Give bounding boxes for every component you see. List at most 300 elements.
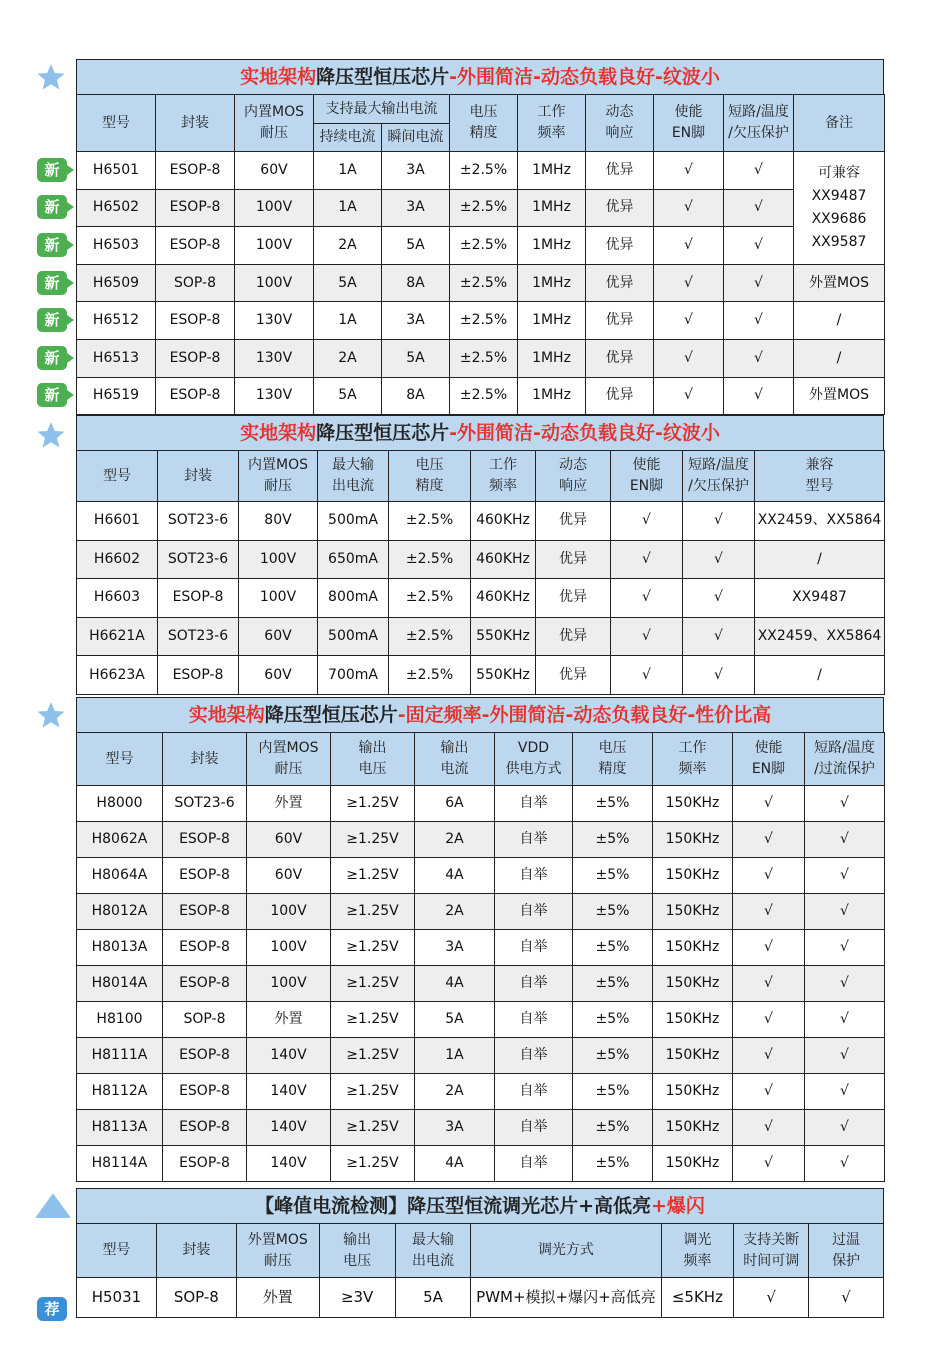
table-cell: √ [733,1002,805,1038]
star-icon [36,420,66,450]
note-cell: 外置MOS [794,377,885,415]
table-cell: 100V [235,189,314,227]
header-output-voltage: 输出 电压 [331,733,415,786]
table-cell: ≥1.25V [331,786,415,822]
table-cell: H8000 [77,786,163,822]
header-mos: 内置MOS 耐压 [247,733,331,786]
table-cell: 60V [247,858,331,894]
table-cell: 100V [235,264,314,302]
table-cell: 150KHz [653,822,733,858]
table-cell: √ [805,786,885,822]
table-cell: 150KHz [653,1146,733,1182]
table-cell: ±2.5% [389,656,471,695]
table-cell: 优异 [586,189,654,227]
header-max-output: 最大输 出电流 [395,1224,471,1278]
table-cell: √ [733,1074,805,1110]
table-cell: 80V [239,502,318,541]
new-badge: 新 [37,195,67,219]
table-cell: H6621A [77,617,158,656]
header-over-temp: 过温 保护 [809,1224,884,1278]
table-cell: 自举 [495,786,573,822]
header-dimming-mode: 调光方式 [471,1224,661,1278]
table-row [77,264,885,302]
table-row [77,822,885,858]
table-cell: 自举 [495,1074,573,1110]
table-cell: ESOP-8 [156,189,235,227]
table-cell: H6512 [77,302,156,340]
header-enable: 使能 EN脚 [611,451,683,502]
section-3-title: 实地架构降压型恒压芯片-固定频率-外围简洁-动态负载良好-性价比高 [76,697,884,733]
table-cell: SOP-8 [163,1002,247,1038]
table-cell: 100V [239,579,318,618]
table-cell: 1MHz [518,339,586,377]
table-cell: 100V [247,930,331,966]
table-cell: ±2.5% [450,339,518,377]
table-cell: 1MHz [518,227,586,265]
table-row [77,894,885,930]
table-cell: √ [733,1038,805,1074]
table-cell: H6502 [77,189,156,227]
header-max-output: 最大输 出电流 [318,451,389,502]
table-cell: √ [654,377,724,415]
table-cell: √ [724,189,794,227]
new-badge: 新 [37,158,67,182]
table-cell: ≥1.25V [331,1110,415,1146]
table-cell: √ [805,1002,885,1038]
table-cell: 800mA [318,579,389,618]
table-cell: 150KHz [653,1110,733,1146]
table-cell: 优异 [586,377,654,415]
note-cell: / [794,302,885,340]
table-cell: 3A [382,152,450,190]
table-cell: H8114A [77,1146,163,1182]
table-cell: 550KHz [471,656,536,695]
header-package: 封装 [158,451,239,502]
table-cell: ESOP-8 [163,1110,247,1146]
section-2-body [77,502,885,695]
header-mos: 外置MOS 耐压 [236,1224,319,1278]
header-model: 型号 [77,733,163,786]
table-cell: H6503 [77,227,156,265]
table-row [77,617,885,656]
table-cell: √ [809,1278,884,1318]
header-package: 封装 [156,95,235,152]
table-cell: 5A [382,227,450,265]
table-cell: √ [724,377,794,415]
table-cell: 自举 [495,1002,573,1038]
table-cell: √ [611,502,683,541]
table-cell: ±5% [573,930,653,966]
table-row [77,966,885,1002]
table-cell: 优异 [536,579,611,618]
table-row [77,656,885,695]
table-cell: SOT23-6 [158,502,239,541]
table-cell: 2A [314,339,382,377]
table-cell: H6603 [77,579,158,618]
table-cell: √ [724,152,794,190]
table-cell: PWM+模拟+爆闪+高低亮 [471,1278,661,1318]
table-cell: √ [683,579,755,618]
table-cell: √ [724,339,794,377]
header-protection: 短路/温度 /欠压保护 [724,95,794,152]
table-cell: 1MHz [518,264,586,302]
table-cell: SOT23-6 [158,617,239,656]
table-cell: 500mA [318,502,389,541]
table-cell: 100V [247,966,331,1002]
table-cell: H8064A [77,858,163,894]
table-cell: ±5% [573,1038,653,1074]
section-4-title: 【峰值电流检测】降压型恒流调光芯片+高低亮+爆闪 [76,1188,884,1224]
table-cell: 优异 [536,502,611,541]
table-cell: ≥1.25V [331,1002,415,1038]
table-cell: 140V [247,1110,331,1146]
header-mos: 内置MOS 耐压 [239,451,318,502]
table-cell: 1MHz [518,302,586,340]
table-cell: 6A [415,786,495,822]
table-cell: 优异 [586,264,654,302]
table-cell: √ [611,579,683,618]
table-row [77,786,885,822]
section-4-table [76,1223,884,1318]
table-cell: √ [733,822,805,858]
table-cell: 外置 [236,1278,319,1318]
table-cell: 3A [415,930,495,966]
table-cell: ±2.5% [389,617,471,656]
table-cell: ≥3V [319,1278,395,1318]
table-cell: 460KHz [471,540,536,579]
table-cell: 150KHz [653,894,733,930]
table-cell: ≥1.25V [331,894,415,930]
table-cell: √ [805,1110,885,1146]
table-cell: √ [683,502,755,541]
table-cell: 3A [382,189,450,227]
note-cell: 可兼容 XX9487 XX9686 XX9587 [794,152,885,265]
table-cell: √ [724,264,794,302]
table-cell: ±5% [573,822,653,858]
table-cell: 100V [239,540,318,579]
table-cell: √ [805,930,885,966]
table-cell: √ [683,540,755,579]
table-cell: 自举 [495,858,573,894]
table-cell: 1A [314,302,382,340]
table-cell: 150KHz [653,966,733,1002]
header-output-current: 输出 电流 [415,733,495,786]
note-cell: / [794,339,885,377]
header-output-voltage: 输出 电压 [319,1224,395,1278]
table-cell: 8A [382,264,450,302]
table-cell: √ [805,966,885,1002]
table-cell: √ [654,264,724,302]
table-cell: 1A [314,152,382,190]
table-cell: 100V [235,227,314,265]
table-cell: 1MHz [518,152,586,190]
table-cell: H8013A [77,930,163,966]
table-cell: 60V [239,617,318,656]
new-badge: 新 [37,271,67,295]
table-cell: ≥1.25V [331,1038,415,1074]
header-max-output: 支持最大输出电流 [314,95,450,124]
table-cell: SOT23-6 [163,786,247,822]
table-cell: 2A [415,1074,495,1110]
table-cell: ESOP-8 [156,302,235,340]
table-cell: 550KHz [471,617,536,656]
table-cell: √ [654,339,724,377]
note-cell: 外置MOS [794,264,885,302]
table-cell: SOP-8 [156,264,235,302]
table-cell: √ [724,227,794,265]
table-cell: √ [805,1074,885,1110]
table-cell: ±2.5% [450,189,518,227]
table-cell: ±5% [573,786,653,822]
table-cell: √ [733,786,805,822]
table-cell: √ [734,1278,809,1318]
header-model: 型号 [77,95,156,152]
header-model: 型号 [77,1224,157,1278]
new-badge: 新 [37,346,67,370]
table-cell: √ [733,858,805,894]
table-row [77,930,885,966]
header-vdd: VDD 供电方式 [495,733,573,786]
table-cell: 3A [382,302,450,340]
table-cell: H8100 [77,1002,163,1038]
table-cell: XX2459、XX5864 [755,617,885,656]
header-response: 动态 响应 [586,95,654,152]
table-cell: ≥1.25V [331,1074,415,1110]
table-cell: ≤5KHz [661,1278,734,1318]
table-cell: √ [724,302,794,340]
header-off-time: 支持关断 时间可调 [734,1224,809,1278]
header-package: 封装 [156,1224,236,1278]
table-cell: √ [654,189,724,227]
table-cell: ESOP-8 [156,377,235,415]
table-cell: 5A [395,1278,471,1318]
table-cell: 优异 [586,227,654,265]
table-row [77,502,885,541]
table-cell: ±5% [573,966,653,1002]
header-frequency: 工作 频率 [653,733,733,786]
table-cell: 优异 [586,152,654,190]
table-cell: 4A [415,1146,495,1182]
table-cell: / [755,656,885,695]
table-cell: ±5% [573,858,653,894]
table-cell: 5A [314,377,382,415]
table-row [77,1038,885,1074]
star-icon [36,700,66,730]
table-cell: 150KHz [653,786,733,822]
table-cell: 130V [235,377,314,415]
star-icon [36,62,66,92]
table-cell: H8112A [77,1074,163,1110]
header-enable: 使能 EN脚 [654,95,724,152]
table-cell: 60V [235,152,314,190]
table-cell: H6602 [77,540,158,579]
table-cell: H8062A [77,822,163,858]
table-cell: ≥1.25V [331,858,415,894]
header-protection: 短路/温度 /过流保护 [805,733,885,786]
table-cell: √ [611,617,683,656]
table-row [77,858,885,894]
table-cell: ±5% [573,1074,653,1110]
table-cell: √ [654,302,724,340]
table-cell: XX9487 [755,579,885,618]
header-continuous: 持续电流 [314,124,382,152]
table-cell: √ [805,894,885,930]
table-cell: 130V [235,302,314,340]
table-cell: ESOP-8 [163,930,247,966]
table-cell: ≥1.25V [331,822,415,858]
header-package: 封装 [163,733,247,786]
table-cell: ±2.5% [450,227,518,265]
table-cell: 500mA [318,617,389,656]
table-cell: ±2.5% [450,264,518,302]
table-cell: H6601 [77,502,158,541]
table-cell: H8113A [77,1110,163,1146]
table-cell: ≥1.25V [331,966,415,1002]
table-cell: √ [654,227,724,265]
table-cell: ±5% [573,1110,653,1146]
table-cell: 150KHz [653,1038,733,1074]
table-cell: √ [733,930,805,966]
table-cell: H5031 [77,1278,157,1318]
table-cell: 700mA [318,656,389,695]
table-cell: ESOP-8 [163,966,247,1002]
table-cell: 150KHz [653,1074,733,1110]
table-cell: H6509 [77,264,156,302]
table-row [77,540,885,579]
table-cell: 140V [247,1146,331,1182]
section-2-title: 实地架构降压型恒压芯片-外围简洁-动态负载良好-纹波小 [76,415,884,451]
table-cell: H6519 [77,377,156,415]
table-cell: 1MHz [518,377,586,415]
table-cell: ESOP-8 [163,822,247,858]
header-voltage-precision: 电压 精度 [450,95,518,152]
table-cell: ESOP-8 [163,894,247,930]
table-row [77,227,885,265]
section-1-table [76,94,885,415]
table-row [77,302,885,340]
section-2-table [76,450,885,695]
table-cell: 自举 [495,1146,573,1182]
table-cell: ESOP-8 [163,1074,247,1110]
table-cell: 自举 [495,966,573,1002]
table-cell: ESOP-8 [156,152,235,190]
table-cell: 150KHz [653,1002,733,1038]
table-cell: H8014A [77,966,163,1002]
table-row [77,377,885,415]
table-cell: 4A [415,858,495,894]
table-cell: 自举 [495,930,573,966]
table-cell: 自举 [495,894,573,930]
table-cell: 140V [247,1038,331,1074]
header-frequency: 工作 频率 [518,95,586,152]
section-3-body [77,786,885,1182]
table-cell: ESOP-8 [163,1146,247,1182]
table-cell: 460KHz [471,502,536,541]
table-cell: 5A [415,1002,495,1038]
section-3-table [76,732,885,1182]
table-cell: ESOP-8 [163,858,247,894]
table-cell: ±5% [573,1146,653,1182]
header-voltage-precision: 电压 精度 [389,451,471,502]
table-cell: SOP-8 [156,1278,236,1318]
header-dimming-frequency: 调光 频率 [661,1224,734,1278]
table-cell: √ [805,822,885,858]
table-cell: √ [733,966,805,1002]
table-cell: √ [611,540,683,579]
table-cell: √ [805,1146,885,1182]
header-frequency: 工作 频率 [471,451,536,502]
table-row [77,339,885,377]
table-cell: 130V [235,339,314,377]
table-cell: 优异 [586,339,654,377]
table-cell: √ [805,858,885,894]
table-cell: 优异 [536,617,611,656]
header-instant: 瞬间电流 [382,124,450,152]
table-row [77,189,885,227]
header-mos: 内置MOS 耐压 [235,95,314,152]
table-cell: 8A [382,377,450,415]
table-cell: √ [683,617,755,656]
table-cell: √ [733,1110,805,1146]
header-compatible: 兼容 型号 [755,451,885,502]
table-cell: ESOP-8 [158,579,239,618]
table-cell: 5A [314,264,382,302]
table-cell: SOT23-6 [158,540,239,579]
table-row [77,1278,884,1318]
table-cell: √ [683,656,755,695]
table-cell: ±2.5% [450,302,518,340]
table-cell: 460KHz [471,579,536,618]
table-cell: / [755,540,885,579]
table-row [77,1002,885,1038]
table-cell: ±2.5% [450,152,518,190]
table-cell: √ [611,656,683,695]
table-cell: 自举 [495,1038,573,1074]
table-cell: ±5% [573,894,653,930]
table-cell: ±2.5% [389,540,471,579]
table-cell: 1MHz [518,189,586,227]
header-voltage-precision: 电压 精度 [573,733,653,786]
table-cell: H6623A [77,656,158,695]
table-cell: √ [733,894,805,930]
table-cell: H8012A [77,894,163,930]
table-cell: 2A [314,227,382,265]
table-row [77,152,885,190]
new-badge: 新 [37,383,67,407]
table-cell: H6513 [77,339,156,377]
table-cell: 2A [415,822,495,858]
table-cell: 4A [415,966,495,1002]
table-cell: 650mA [318,540,389,579]
triangle-icon [36,1194,70,1218]
table-cell: ESOP-8 [163,1038,247,1074]
table-cell: 1A [314,189,382,227]
table-cell: 优异 [536,540,611,579]
table-cell: ±5% [573,1002,653,1038]
table-cell: 2A [415,894,495,930]
header-response: 动态 响应 [536,451,611,502]
table-row [77,1146,885,1182]
table-cell: 外置 [247,1002,331,1038]
table-cell: 自举 [495,1110,573,1146]
table-cell: 100V [247,894,331,930]
table-cell: √ [733,1146,805,1182]
new-badge: 新 [37,308,67,332]
table-cell: 150KHz [653,858,733,894]
table-cell: ≥1.25V [331,930,415,966]
table-row [77,1110,885,1146]
table-cell: 3A [415,1110,495,1146]
